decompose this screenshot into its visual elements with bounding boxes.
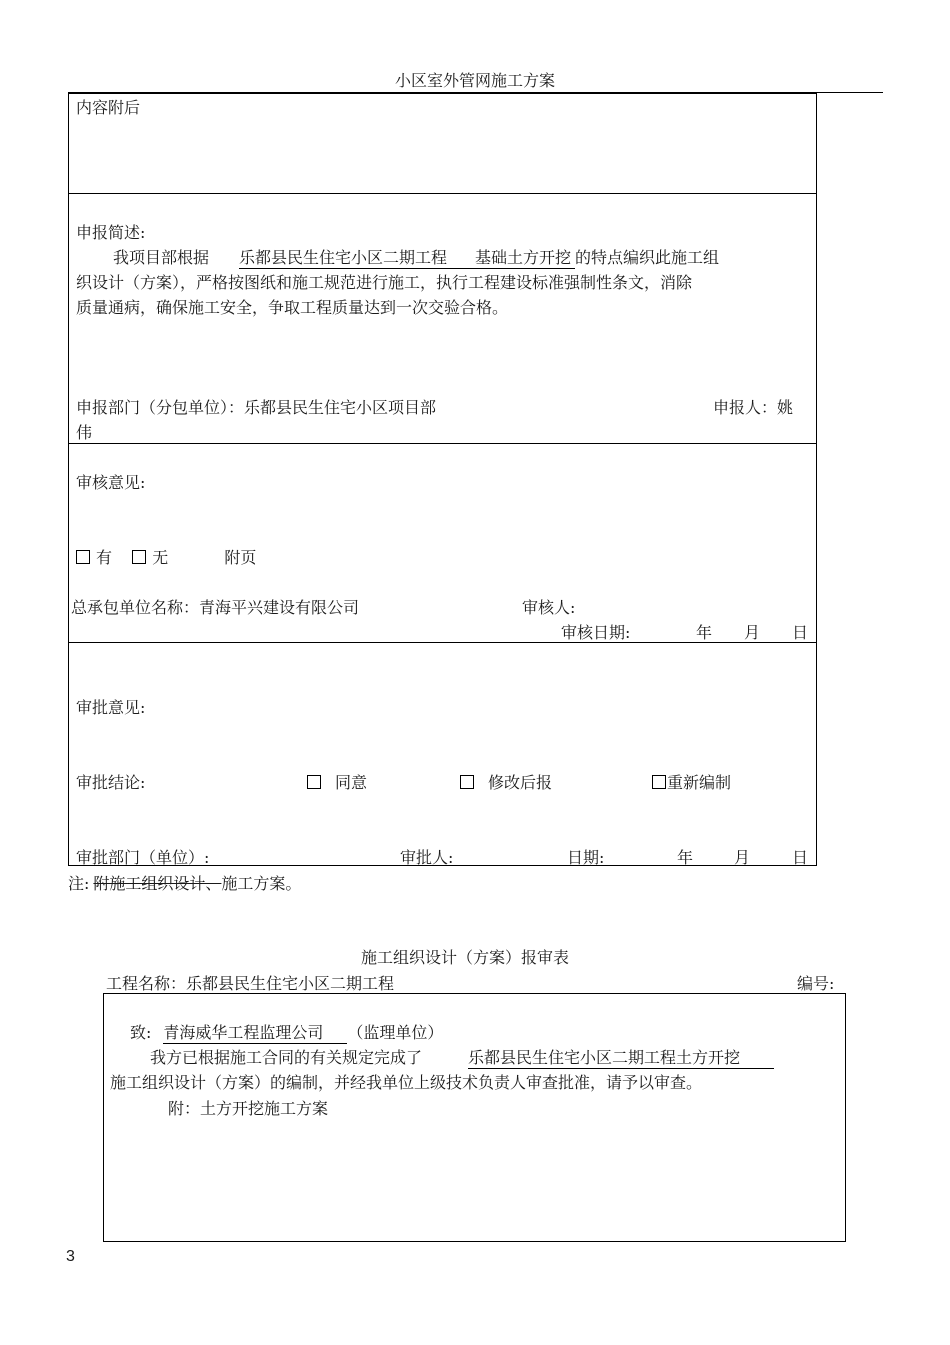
agree-checkbox[interactable] — [307, 775, 321, 789]
declarant-tail: 伟 — [76, 423, 93, 442]
rewrite-label: 重新编制 — [667, 773, 732, 792]
review-year: 年 — [696, 623, 713, 642]
review-heading: 审核意见: — [76, 473, 146, 492]
approval-table — [68, 93, 817, 866]
declaration-line-2: 织设计（方案），严格按图纸和施工规范进行施工，执行工程建设标准强制性条文，消除 — [76, 273, 693, 292]
rewrite-checkbox[interactable] — [652, 775, 666, 789]
form2-line2-head: 我方已根据施工合同的有关规定完成了 — [150, 1048, 423, 1067]
approval-rewrite-option — [652, 770, 731, 793]
form2-to-label: 致: — [130, 1023, 152, 1042]
has-attachment-checkbox[interactable] — [76, 550, 90, 564]
form2-number-label: 编号: — [797, 974, 835, 993]
form2-line-3: 施工组织设计（方案）的编制，并经我单位上级技术负责人审查批准，请予以审查。 — [110, 1073, 703, 1092]
declaration-dept: 申报部门（分包单位）：乐都县民生住宅小区项目部 — [76, 398, 437, 417]
contractor-name: 总承包单位名称：青海平兴建设有限公司 — [71, 598, 360, 617]
approval-day: 日 — [792, 848, 809, 867]
page-header-title: 小区室外管网施工方案 — [394, 71, 555, 90]
declaration-line-1 — [113, 245, 719, 269]
approval-year: 年 — [677, 848, 694, 867]
approver-label: 审批人: — [400, 848, 454, 867]
footnote-struck-text: 附施工组织设计、 — [93, 874, 222, 893]
agree-label: 同意 — [335, 773, 368, 792]
form2-to-line — [130, 1020, 443, 1044]
review-attachment-row — [76, 545, 256, 568]
declarant: 申报人：姚 — [713, 398, 794, 417]
page-number: 3 — [66, 1248, 75, 1265]
approval-revise-option — [460, 770, 552, 793]
revise-checkbox[interactable] — [460, 775, 474, 789]
revise-label: 修改后报 — [488, 773, 553, 792]
approval-agree-option — [307, 770, 367, 793]
review-day: 日 — [792, 623, 809, 642]
approval-conclusion-label: 审批结论: — [76, 773, 146, 792]
declaration-line-3: 质量通病，确保施工安全，争取工程质量达到一次交验合格。 — [76, 298, 509, 317]
table-divider-1 — [68, 193, 817, 194]
attachment-note: 内容附后 — [76, 98, 141, 117]
review-date-label: 审核日期: — [561, 623, 631, 642]
declaration-line1-tail: 的特点编织此施工组 — [575, 248, 720, 267]
approval-heading: 审批意见: — [76, 698, 146, 717]
table-divider-2 — [68, 443, 817, 444]
form2-supervisor: 青海威华工程监理公司 — [163, 1020, 347, 1044]
no-attachment-checkbox[interactable] — [132, 550, 146, 564]
declaration-project: 乐都县民生住宅小区二期工程 基础土方开挖 — [239, 245, 575, 269]
footnote-prefix: 注: — [68, 874, 90, 893]
approval-date-label: 日期: — [567, 848, 605, 867]
declaration-intro: 我项目部根据 — [113, 248, 210, 267]
review-month: 月 — [744, 623, 761, 642]
form2-title: 施工组织设计（方案）报审表 — [360, 948, 569, 967]
no-attachment-label: 无 — [152, 548, 169, 567]
approval-dept-label: 审批部门（单位）: — [76, 848, 210, 867]
form2-line-2 — [150, 1045, 774, 1069]
has-attachment-label: 有 — [96, 548, 113, 567]
footnote-tail: 施工方案。 — [221, 874, 302, 893]
footnote — [68, 871, 301, 894]
form2-supervisor-tail: （监理单位） — [347, 1023, 444, 1042]
reviewer-label: 审核人: — [522, 598, 576, 617]
form2-line2-project: 乐都县民生住宅小区二期工程土方开挖 — [468, 1045, 774, 1069]
approval-month: 月 — [734, 848, 751, 867]
attachment-pages-label: 附页 — [224, 548, 257, 567]
form2-attachment: 附：土方开挖施工方案 — [168, 1099, 329, 1118]
declaration-heading: 申报简述: — [76, 223, 146, 242]
form2-project-name: 工程名称：乐都县民生住宅小区二期工程 — [106, 974, 395, 993]
